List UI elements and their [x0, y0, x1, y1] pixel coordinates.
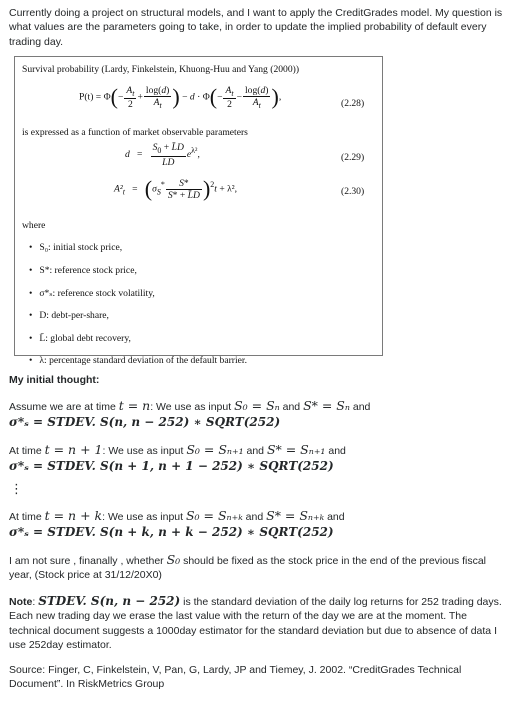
eq1-lhs: P(t) = Φ	[79, 91, 111, 103]
param-item: • L̄: global debt recovery,	[29, 332, 247, 355]
eq3-number: (2.30)	[341, 186, 365, 198]
note-paragraph: Note: STDEV. S(n, n − 252) is the standard deviation of the daily log returns for 252 trading days. Each new trading day we erase the last value with the return of the day we are at the moment. The technical document suggests a 1000day estimator for the standard deviation but due to absence of data I use 252day estimator.	[9, 593, 502, 652]
note-label: Note	[9, 595, 33, 608]
eq3-lhs: A²	[114, 183, 123, 195]
time-nk-paragraph: At time t = n + k: We use as input S₀ = Sₙ₊ₖ and S* = Sₙ₊ₖ and σ*ₛ = STDEV. S(n + k, n + k − 252) ∗ SQRT(252)	[9, 507, 345, 540]
formula-image	[14, 56, 383, 367]
post-body	[9, 6, 507, 702]
parameter-list	[29, 241, 247, 377]
note-formula: STDEV. S(n, n − 252)	[38, 593, 181, 608]
param-item: • λ: percentage standard deviation of the default barrier.	[29, 354, 247, 377]
expressed-text: is expressed as a function of market observable parameters	[22, 127, 248, 139]
eq2-lhs: d	[125, 149, 130, 161]
intro-paragraph: Currently doing a project on structural models, and I want to apply the CreditGrades model. My question is what values are the parameters going to take, in order to update the implied probability of default every trading day.	[9, 7, 503, 48]
param-item: • S₀: initial stock price,	[29, 241, 247, 264]
formula-n1: σ*ₛ = STDEV. S(n + 1, n + 1 − 252) ∗ SQRT(252)	[9, 459, 334, 474]
unsure-paragraph: I am not sure , finanally , whether S₀ should be fixed as the stock price in the end of the previous fiscal year, (Stock price at 31/12/20X0)	[9, 551, 487, 582]
time-n1-paragraph: At time t = n + 1: We use as input S₀ = Sₙ₊₁ and S* = Sₙ₊₁ and σ*ₛ = STDEV. S(n + 1, n + 1 − 252) ∗ SQRT(252)	[9, 441, 346, 474]
equation-2-29: d = $\frac{S_0 + L̄D}{LD}$ $e^{\lambda^2}$,	[125, 142, 200, 168]
formula-image-title: Survival probability (Lardy, Finkelstein, Khuong-Huu and Yang (2000))	[22, 64, 300, 76]
equation-2-30: $A^2_t = (\sigma_S^*$ $\frac{S*}{S* + L̄D}$ )$^2$t + λ²,	[114, 176, 238, 202]
source-paragraph: Source: Finger, C, Finkelstein, V, Pan, G, Lardy, JP and Tiemey, J. 2002. “CreditGrades Technical Document”. In RiskMetrics Group	[9, 663, 462, 691]
section-heading: My initial thought:	[9, 374, 100, 387]
param-item: • S*: reference stock price,	[29, 264, 247, 287]
param-item: • σ*ₛ: reference stock volatility,	[29, 287, 247, 310]
eq2-number: (2.29)	[341, 152, 365, 164]
param-item: • D: debt-per-share,	[29, 309, 247, 332]
vertical-ellipsis: ⋮	[10, 481, 23, 496]
time-n-paragraph: Assume we are at time t = n: We use as input S₀ = Sₙ and S* = Sₙ and σ*ₛ = STDEV. S(n, n − 252) ∗ SQRT(252)	[9, 397, 371, 430]
eq1-number: (2.28)	[341, 98, 365, 110]
where-text: where	[22, 220, 46, 232]
equation-2-28: P(t) = Φ(− $\frac{A_t}{2}$ + $\frac{\log(d)}{A_t}$ ) − d · Φ(− $\frac{A_t}{2}$ − $\frac{\log(d)}{A_t}$ ),	[79, 84, 282, 111]
formula-nk: σ*ₛ = STDEV. S(n + k, n + k − 252) ∗ SQRT(252)	[9, 525, 334, 540]
formula-n: σ*ₛ = STDEV. S(n, n − 252) ∗ SQRT(252)	[9, 415, 281, 430]
